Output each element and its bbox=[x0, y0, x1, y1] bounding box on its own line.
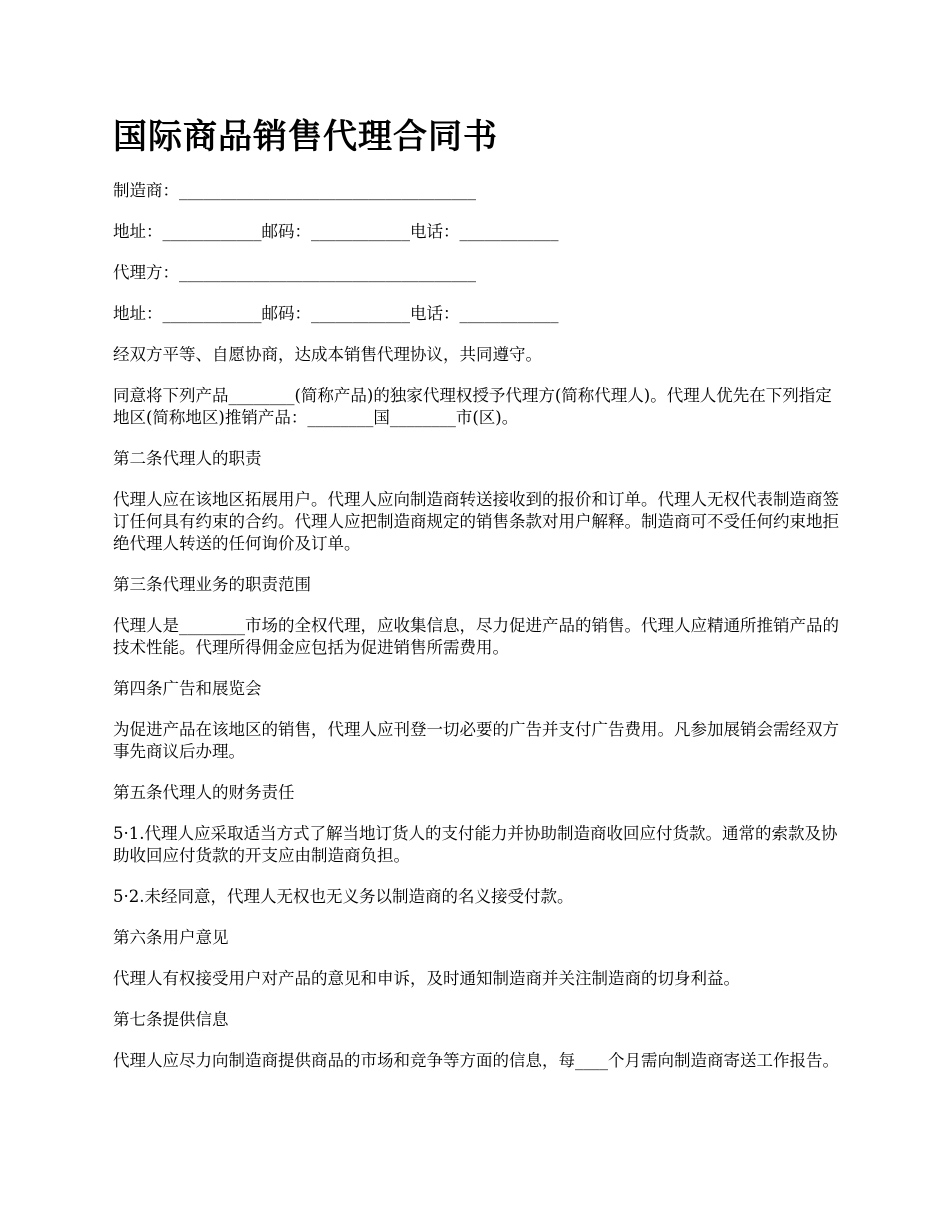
section-heading-5: 第五条代理人的财务责任 bbox=[113, 783, 295, 802]
paragraph-intro: 经双方平等、自愿协商，达成本销售代理协议，共同遵守。 bbox=[113, 345, 542, 364]
paragraph-finance-5-1: 5·1.代理人应采取适当方式了解当地订货人的支付能力并协助制造商收回应付货款。通常的索款及协助收回应付货款的开支应由制造商负担。 bbox=[113, 824, 838, 865]
paragraph-advertising: 为促进产品在该地区的销售，代理人应刊登一切必要的广告并支付广告费用。凡参加展销会需经双方事先商议后办理。 bbox=[113, 720, 839, 761]
agent-line: 代理方：____________________________________ bbox=[113, 263, 476, 282]
paragraph-user-feedback: 代理人有权接受用户对产品的意见和申诉，及时通知制造商并关注制造商的切身利益。 bbox=[113, 969, 740, 988]
paragraph-scope: 代理人是________市场的全权代理，应收集信息，尽力促进产品的销售。代理人应精通所推销产品的技术性能。代理所得佣金应包括为促进销售所需费用。 bbox=[113, 616, 839, 657]
manufacturer-line: 制造商：____________________________________ bbox=[113, 181, 476, 200]
section-heading-6: 第六条用户意见 bbox=[113, 928, 229, 947]
section-heading-2: 第二条代理人的职责 bbox=[113, 449, 262, 468]
paragraph-grant: 同意将下列产品________(简称产品)的独家代理权授予代理方(简称代理人)。代理人优先在下列指定地区(简称地区)推销产品：________国________市(区)。 bbox=[113, 386, 832, 427]
section-heading-3: 第三条代理业务的职责范围 bbox=[113, 575, 311, 594]
section-heading-4: 第四条广告和展览会 bbox=[113, 679, 262, 698]
paragraph-finance-5-2: 5·2.未经同意，代理人无权也无义务以制造商的名义接受付款。 bbox=[113, 887, 574, 906]
document-title: 国际商品销售代理合同书 bbox=[113, 117, 498, 157]
section-heading-7: 第七条提供信息 bbox=[113, 1010, 229, 1029]
paragraph-information: 代理人应尽力向制造商提供商品的市场和竞争等方面的信息，每____个月需向制造商寄送工作报告。 bbox=[113, 1051, 839, 1070]
agent-address-line: 地址：____________邮码：____________电话：____________ bbox=[113, 304, 559, 323]
manufacturer-address-line: 地址：____________邮码：____________电话：____________ bbox=[113, 222, 559, 241]
document-page bbox=[113, 108, 843, 1091]
paragraph-agent-duties: 代理人应在该地区拓展用户。代理人应向制造商转送接收到的报价和订单。代理人无权代表制造商签订任何具有约束的合约。代理人应把制造商规定的销售条款对用户解释。制造商可不受任何约束地拒绝代理人转送的任何询价及订单。 bbox=[113, 490, 839, 553]
